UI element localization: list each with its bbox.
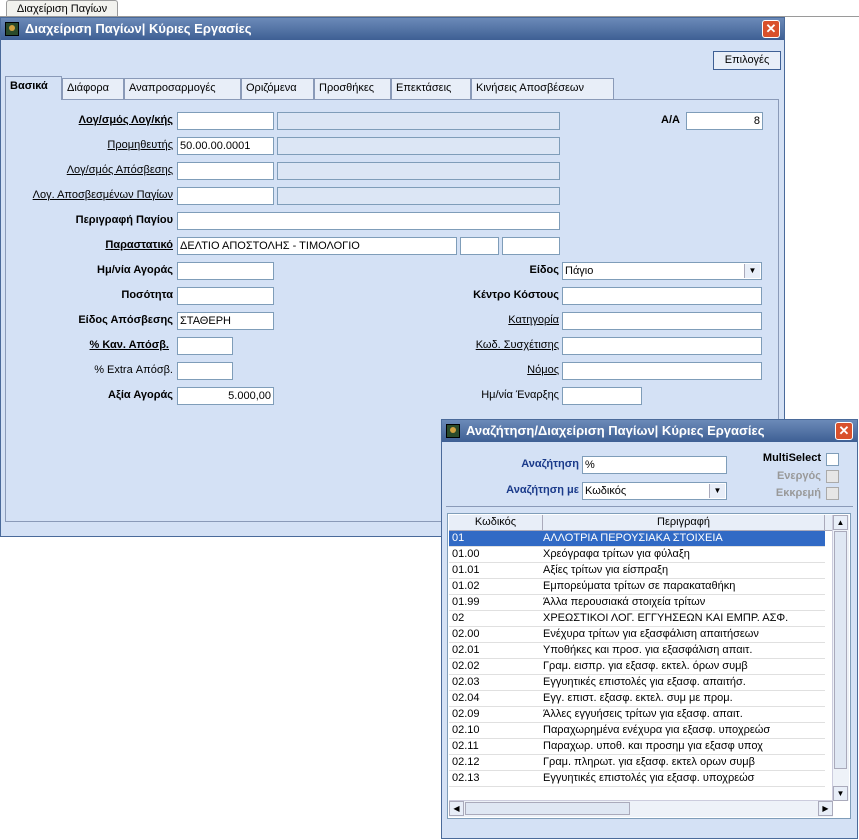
main-window-title: Διαχείριση Παγίων| Κύριες Εργασίες xyxy=(25,21,252,36)
aa-input[interactable]: 8 xyxy=(686,112,763,130)
row-description: Άλλες εγγυήσεις τρίτων για εξασφ. απαιτ. xyxy=(543,708,743,720)
row-description: Γραμ. εισπρ. για εξασφ. εκτελ. όρων συμβ xyxy=(543,660,748,672)
supplier-name-field xyxy=(277,137,560,155)
regular-rate-label[interactable]: % Καν. Απόσβ. xyxy=(89,339,169,351)
row-code: 02.04 xyxy=(452,692,480,704)
row-code: 02.01 xyxy=(452,644,480,656)
row-code: 02.10 xyxy=(452,724,480,736)
table-row[interactable] xyxy=(449,755,825,771)
extra-rate-input[interactable] xyxy=(177,362,233,380)
table-row[interactable] xyxy=(449,595,825,611)
row-description: Παραχωρ. υποθ. και προσημ για εξασφ υποχ xyxy=(543,740,763,752)
row-description: Υποθήκες και προσ. για εξασφάλιση απαιτ. xyxy=(543,644,753,656)
prefecture-input[interactable] xyxy=(562,362,762,380)
scroll-up-icon[interactable]: ▲ xyxy=(833,515,848,530)
table-row[interactable] xyxy=(449,675,825,691)
purchase-value-input[interactable]: 5.000,00 xyxy=(177,387,274,405)
row-code: 02.03 xyxy=(452,676,480,688)
row-code: 02.12 xyxy=(452,756,480,768)
row-code: 02.02 xyxy=(452,660,480,672)
tab-defined[interactable]: Οριζόμενα xyxy=(241,78,314,99)
table-row[interactable] xyxy=(449,771,825,787)
cost-center-label: Κέντρο Κόστους xyxy=(473,289,559,301)
search-filter-divider xyxy=(446,506,853,507)
row-code: 02.00 xyxy=(452,628,480,640)
row-code: 01.99 xyxy=(452,596,480,608)
row-description: Εγγυητικές επιστολές για εξασφ. υποχρεώσ xyxy=(543,772,755,784)
row-code: 01.02 xyxy=(452,580,480,592)
tab-depreciation-movements[interactable]: Κινήσεις Αποσβέσεων xyxy=(471,78,614,99)
prefecture-label[interactable]: Νόμος xyxy=(527,364,559,376)
pending-label: Εκκρεμή xyxy=(775,487,821,499)
app-icon xyxy=(446,424,460,438)
start-date-input[interactable] xyxy=(562,387,642,405)
row-description: Παραχωρημένα ενέχυρα για εξασφ. υποχρεώσ xyxy=(543,724,771,736)
table-row[interactable] xyxy=(449,611,825,627)
scroll-right-icon[interactable]: ▶ xyxy=(818,801,833,816)
table-row[interactable] xyxy=(449,531,825,547)
tab-extensions[interactable]: Επεκτάσεις xyxy=(391,78,471,99)
supplier-label[interactable]: Προμηθευτής xyxy=(107,139,173,151)
row-code: 02.11 xyxy=(452,740,479,752)
row-description: Χρεόγραφα τρίτων για φύλαξη xyxy=(543,548,690,560)
row-description: Γραμ. πληρωτ. για εξασφ. εκτελ ορων συμβ xyxy=(543,756,755,768)
active-checkbox[interactable] xyxy=(826,470,839,483)
table-row[interactable] xyxy=(449,723,825,739)
options-button[interactable]: Επιλογές xyxy=(713,51,781,70)
row-code: 01 xyxy=(452,532,465,544)
category-label[interactable]: Κατηγορία xyxy=(508,314,559,326)
close-icon[interactable]: ✕ xyxy=(835,422,853,440)
row-description: Εγγ. επιστ. εξασφ. εκτελ. συμ με προμ. xyxy=(543,692,733,704)
account-code-input[interactable] xyxy=(177,112,274,130)
horizontal-scrollbar[interactable] xyxy=(449,800,833,817)
row-description: Αξίες τρίτων για είσπραξη xyxy=(543,564,669,576)
cost-center-input[interactable] xyxy=(562,287,762,305)
table-row[interactable] xyxy=(449,659,825,675)
kind-label: Είδος xyxy=(529,264,559,276)
table-row[interactable] xyxy=(449,627,825,643)
search-by-select[interactable] xyxy=(582,482,727,500)
asset-description-input[interactable] xyxy=(177,212,560,230)
search-by-value: Κωδικός xyxy=(585,485,627,497)
association-code-label[interactable]: Κωδ. Συσχέτισης xyxy=(475,339,559,351)
row-description: Ενέχυρα τρίτων για εξασφάλιση απαιτήσεων xyxy=(543,628,759,640)
search-titlebar[interactable] xyxy=(442,420,857,442)
multiselect-checkbox[interactable] xyxy=(826,453,839,466)
pending-checkbox[interactable] xyxy=(826,487,839,500)
table-row[interactable] xyxy=(449,547,825,563)
depreciation-account-desc-field xyxy=(277,162,560,180)
search-input[interactable]: % xyxy=(582,456,727,474)
row-code: 02.13 xyxy=(452,772,480,784)
description-label: Περιγραφή Παγίου xyxy=(75,214,173,226)
vertical-scroll-thumb[interactable] xyxy=(834,531,847,769)
purchase-value-label: Αξία Αγοράς xyxy=(108,389,173,401)
regular-rate-input[interactable] xyxy=(177,337,233,355)
purchase-date-input[interactable] xyxy=(177,262,274,280)
table-row[interactable] xyxy=(449,643,825,659)
tab-basic[interactable]: Βασικά xyxy=(5,76,62,100)
kind-select-value: Πάγιο xyxy=(565,265,594,277)
depreciation-type-input[interactable]: ΣΤΑΘΕΡΗ xyxy=(177,312,274,330)
quantity-input[interactable] xyxy=(177,287,274,305)
active-label: Ενεργός xyxy=(776,470,821,482)
row-description: ΑΛΛΟΤΡΙΑ ΠΕΡΟΥΣΙΑΚΑ ΣΤΟΙΧΕΙΑ xyxy=(543,532,723,544)
depreciated-assets-input[interactable] xyxy=(177,187,274,205)
document-series-input[interactable] xyxy=(460,237,499,255)
document-label[interactable]: Παραστατικό xyxy=(105,239,173,251)
search-by-label: Αναζήτηση με xyxy=(506,484,579,496)
kind-select[interactable] xyxy=(562,262,762,280)
association-code-input[interactable] xyxy=(562,337,762,355)
row-description: ΧΡΕΩΣΤΙΚΟΙ ΛΟΓ. ΕΓΓΥΗΣΕΩΝ ΚΑΙ ΕΜΠΡ. ΑΣΦ. xyxy=(543,612,789,624)
row-code: 01.01 xyxy=(452,564,480,576)
start-date-label: Ημ/νία Έναρξης xyxy=(481,389,559,401)
table-row[interactable] xyxy=(449,579,825,595)
column-header-description[interactable]: Περιγραφή xyxy=(543,515,825,531)
row-code: 01.00 xyxy=(452,548,480,560)
category-input[interactable] xyxy=(562,312,762,330)
search-window-title: Αναζήτηση/Διαχείριση Παγίων| Κύριες Εργασίες xyxy=(466,423,765,438)
aa-label: Α/Α xyxy=(661,114,680,126)
purchase-date-label: Ημ/νία Αγοράς xyxy=(97,264,173,276)
row-description: Εγγυητικές επιστολές για εξασφ. απαιτήσ. xyxy=(543,676,746,688)
vertical-scrollbar[interactable] xyxy=(832,515,849,801)
document-input[interactable]: ΔΕΛΤΙΟ ΑΠΟΣΤΟΛΗΣ - ΤΙΜΟΛΟΓΙΟ xyxy=(177,237,457,255)
account-label[interactable]: Λογ/σμός Λογ/κής xyxy=(78,114,173,126)
table-row[interactable] xyxy=(449,707,825,723)
quantity-label: Ποσότητα xyxy=(121,289,173,301)
app-icon xyxy=(5,22,19,36)
table-row[interactable] xyxy=(449,691,825,707)
row-description: Εμπορεύματα τρίτων σε παρακαταθήκη xyxy=(543,580,736,592)
extra-rate-label: % Extra Απόσβ. xyxy=(94,364,173,376)
account-description-field xyxy=(277,112,560,130)
depreciated-assets-label[interactable]: Λογ. Αποσβεσμένων Παγίων xyxy=(32,189,173,201)
main-titlebar[interactable] xyxy=(1,18,784,40)
depreciation-type-label: Είδος Απόσβεσης xyxy=(78,314,173,326)
chevron-down-icon[interactable]: ▼ xyxy=(744,264,760,278)
close-icon[interactable]: ✕ xyxy=(762,20,780,38)
scroll-down-icon[interactable]: ▼ xyxy=(833,786,848,801)
row-code: 02.09 xyxy=(452,708,480,720)
depreciation-account-label[interactable]: Λογ/σμός Απόσβεσης xyxy=(66,164,173,176)
search-label: Αναζήτηση xyxy=(521,458,579,470)
table-row[interactable] xyxy=(449,739,825,755)
depreciation-account-input[interactable] xyxy=(177,162,274,180)
depreciated-assets-desc-field xyxy=(277,187,560,205)
row-description: Άλλα περουσιακά στοιχεία τρίτων xyxy=(543,596,706,608)
scroll-left-icon[interactable]: ◀ xyxy=(449,801,464,816)
row-code: 02 xyxy=(452,612,465,624)
tab-revaluations[interactable]: Αναπροσαρμογές xyxy=(124,78,241,99)
table-row[interactable] xyxy=(449,563,825,579)
multiselect-label: MultiSelect xyxy=(762,452,821,464)
results-grid xyxy=(447,513,851,819)
tab-asset-management[interactable]: Διαχείριση Παγίων xyxy=(6,0,118,17)
horizontal-scroll-thumb[interactable] xyxy=(465,802,630,815)
document-number-input[interactable] xyxy=(502,237,560,255)
tab-misc[interactable]: Διάφορα xyxy=(62,78,124,99)
tab-additions[interactable]: Προσθήκες xyxy=(314,78,391,99)
chevron-down-icon[interactable]: ▼ xyxy=(709,484,725,498)
column-header-code[interactable]: Κωδικός xyxy=(449,515,543,531)
supplier-code-input[interactable]: 50.00.00.0001 xyxy=(177,137,274,155)
